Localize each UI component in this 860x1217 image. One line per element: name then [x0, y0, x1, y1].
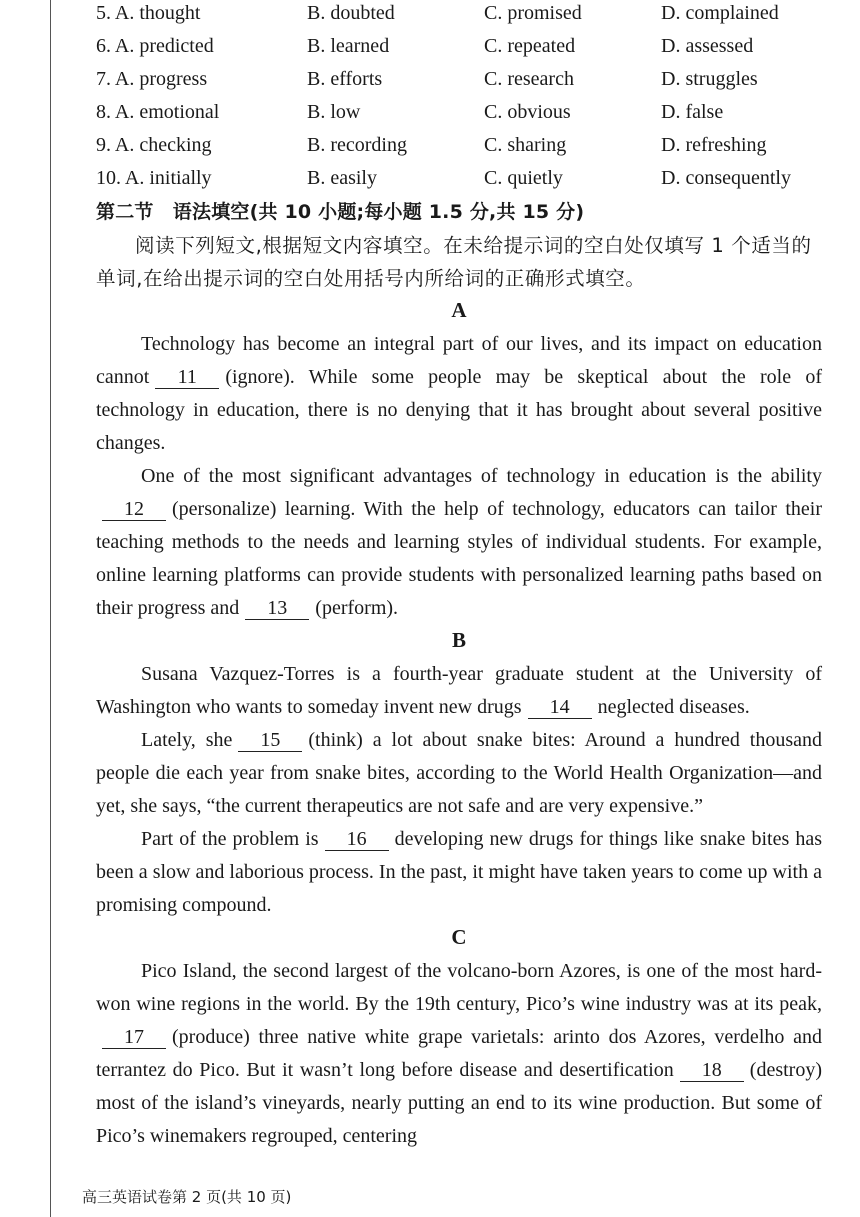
passage-text: Pico Island, the second largest of the volcano-born Azores, is one of the most hard-won wine regions in the world. By the 19th century, Pico’s wine industry was at its peak, — [96, 960, 822, 1015]
option-d: D. struggles — [661, 68, 758, 90]
option-c: C. obvious — [484, 101, 571, 123]
choice-row-10 — [96, 162, 822, 195]
option-c: C. sharing — [484, 134, 567, 156]
passage-b-paragraph-3 — [96, 823, 822, 922]
passage-text: neglected diseases. — [597, 696, 750, 718]
option-b: B. low — [307, 101, 361, 123]
option-b: B. learned — [307, 35, 390, 57]
passage-text: developing new drugs for things like snake bites has been a slow and laborious process. In the past, it might have taken years to come up with a promising compound. — [96, 828, 822, 916]
passage-a-paragraph-2 — [96, 460, 822, 625]
passage-c-paragraph-1 — [96, 955, 822, 1153]
passage-text: Technology has become an integral part of our lives, and its impact on education cannot — [96, 333, 822, 388]
option-d: D. false — [661, 101, 724, 123]
option-c: C. research — [484, 68, 574, 90]
option-d: D. consequently — [661, 167, 791, 189]
choices-table — [96, 0, 822, 195]
option-a: 10. A. initially — [96, 167, 212, 189]
passage-a-paragraph-1 — [96, 328, 822, 460]
answer-blank-13: 13 — [245, 597, 309, 620]
choice-row-5 — [96, 0, 822, 30]
passage-text: (perform). — [315, 597, 399, 619]
section-instructions: 阅读下列短文,根据短文内容填空。在未给提示词的空白处仅填写 1 个适当的单词,在给出提示词的空白处用括号内所给词的正确形式填空。 — [96, 234, 812, 290]
passage-a-heading: A — [451, 298, 467, 322]
answer-blank-15: 15 — [238, 729, 302, 752]
option-b: B. recording — [307, 134, 407, 156]
answer-blank-11: 11 — [155, 366, 219, 389]
passage-text: (ignore). While some people may be skeptical about the role of technology in education, there is no denying that it has brought about several positive changes. — [96, 366, 822, 454]
option-c: C. quietly — [484, 167, 563, 189]
answer-blank-14: 14 — [528, 696, 592, 719]
passage-text: Lately, she — [141, 729, 233, 751]
option-d: D. refreshing — [661, 134, 767, 156]
page-footer: 高三英语试卷第 2 页(共 10 页) — [82, 1188, 292, 1206]
option-d: D. assessed — [661, 35, 754, 57]
choice-row-6 — [96, 30, 822, 63]
exam-page — [96, 0, 822, 1153]
option-a: 5. A. thought — [96, 2, 201, 24]
passage-c-heading: C — [451, 925, 467, 949]
option-b: B. doubted — [307, 2, 395, 24]
passage-b-paragraph-2 — [96, 724, 822, 823]
option-a: 8. A. emotional — [96, 101, 220, 123]
option-b: B. efforts — [307, 68, 383, 90]
passage-text: (think) a lot about snake bites: Around a hundred thousand people die each year from snake bites, according to the World Health Organization—and yet, she says, “the current therapeutics are not safe and are very expensive.” — [96, 729, 822, 817]
option-c: C. promised — [484, 2, 582, 24]
answer-blank-17: 17 — [102, 1026, 166, 1049]
left-margin-rule — [50, 0, 51, 1217]
option-c: C. repeated — [484, 35, 576, 57]
passage-b-heading: B — [451, 628, 466, 652]
answer-blank-18: 18 — [680, 1059, 744, 1082]
passage-text: One of the most significant advantages of technology in education is the ability — [141, 465, 822, 487]
choice-row-7 — [96, 63, 822, 96]
section-title: 第二节 语法填空(共 10 小题;每小题 1.5 分,共 15 分) — [96, 201, 585, 223]
option-d: D. complained — [661, 2, 779, 24]
choice-row-9 — [96, 129, 822, 162]
passage-text: (personalize) learning. With the help of technology, educators can tailor their teaching methods to the needs and learning styles of individual students. For example, online learning platforms can provide students with personalized learning paths based on their progress and — [96, 498, 822, 619]
passage-text: (destroy) most of the island’s vineyards, nearly putting an end to its wine production. But some of Pico’s winemakers regrouped, centering — [96, 1059, 822, 1147]
passage-b-paragraph-1 — [96, 658, 822, 724]
option-a: 6. A. predicted — [96, 35, 214, 57]
passage-text: (produce) three native white grape varietals: arinto dos Azores, verdelho and terrantez do Pico. But it wasn’t long before disease and desertification — [96, 1026, 822, 1081]
choice-row-8 — [96, 96, 822, 129]
option-a: 7. A. progress — [96, 68, 208, 90]
option-b: B. easily — [307, 167, 377, 189]
option-a: 9. A. checking — [96, 134, 212, 156]
passage-text: Part of the problem is — [141, 828, 319, 850]
passage-text: Susana Vazquez-Torres is a fourth-year graduate student at the University of Washington who wants to someday invent new drugs — [96, 663, 822, 718]
answer-blank-16: 16 — [325, 828, 389, 851]
answer-blank-12: 12 — [102, 498, 166, 521]
